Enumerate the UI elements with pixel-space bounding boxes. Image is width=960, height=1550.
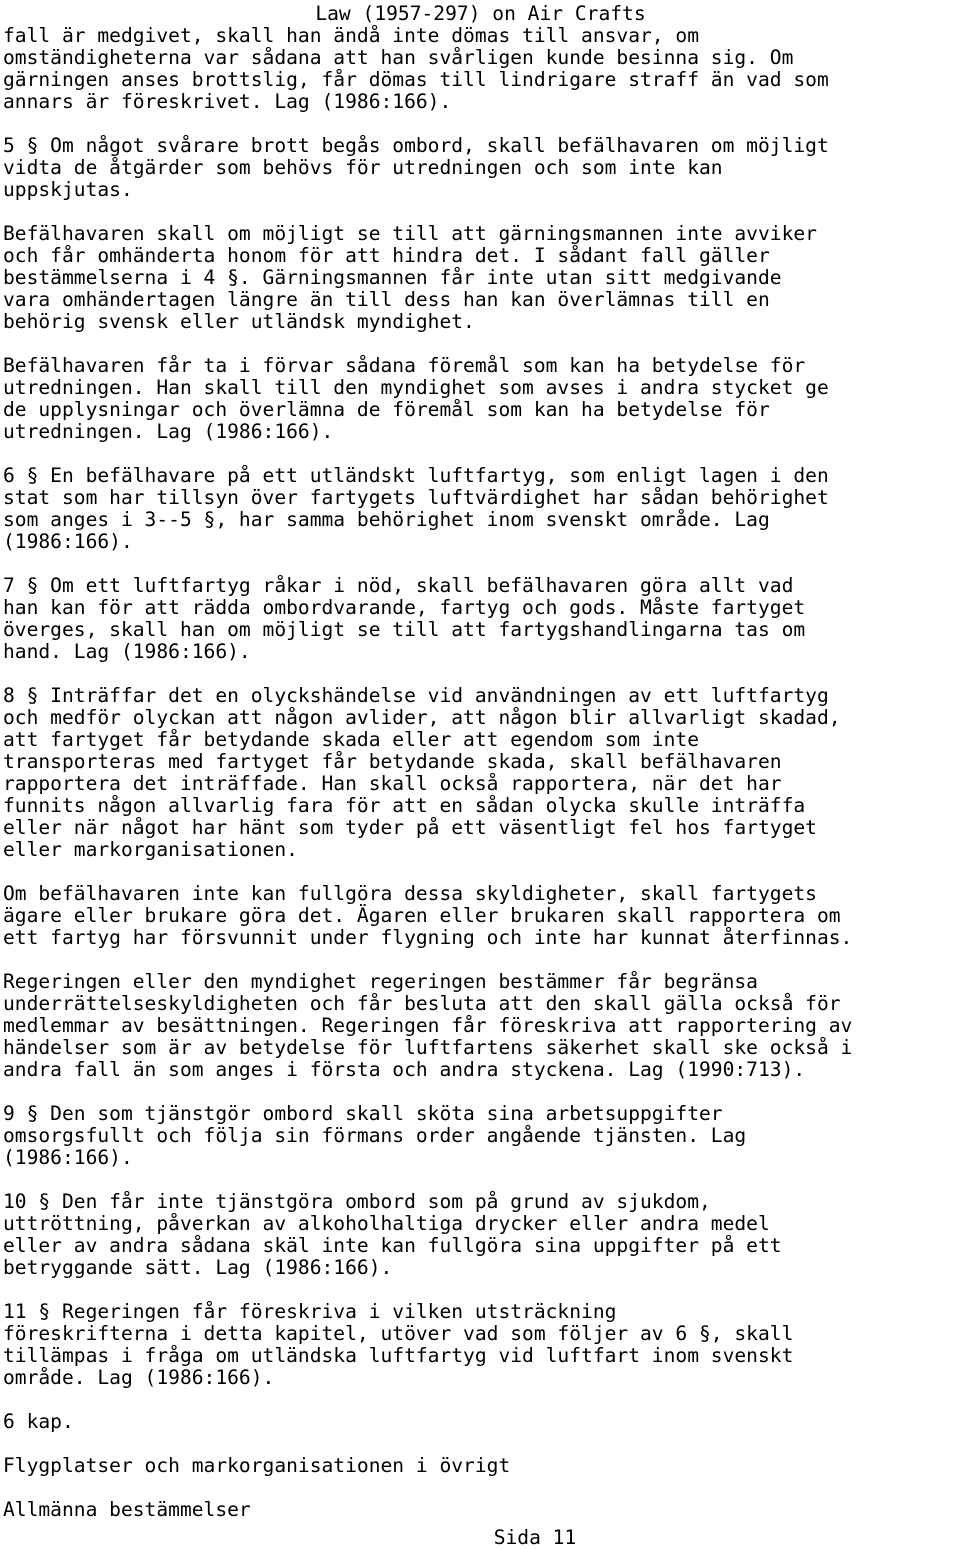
- text-line: transporteras med fartyget får betydande skada, skall befälhavaren: [3, 750, 782, 773]
- text-line: 5 § Om något svårare brott begås ombord, skall befälhavaren om möjligt: [3, 134, 829, 157]
- text-line: händelser som är av betydelse för luftfartens säkerhet skall ske också i: [3, 1036, 853, 1059]
- text-line: ägare eller brukare göra det. Ägaren eller brukaren skall rapportera om: [3, 904, 841, 927]
- text-line: annars är föreskrivet. Lag (1986:166).: [3, 90, 452, 113]
- document-page: [3, 3, 958, 1543]
- text-line: hand. Lag (1986:166).: [3, 640, 251, 663]
- text-line: 6 kap.: [3, 1410, 74, 1433]
- text-line: vara omhändertagen längre än till dess han kan överlämnas till en: [3, 288, 770, 311]
- paragraph: [3, 1301, 958, 1389]
- text-line: Befälhavaren får ta i förvar sådana föremål som kan ha betydelse för: [3, 354, 806, 377]
- text-line: område. Lag (1986:166).: [3, 1366, 275, 1389]
- text-line: 7 § Om ett luftfartyg råkar i nöd, skall befälhavaren göra allt vad: [3, 574, 794, 597]
- text-line: Allmänna bestämmelser: [3, 1498, 251, 1521]
- text-line: 10 § Den får inte tjänstgöra ombord som på grund av sjukdom,: [3, 1190, 711, 1213]
- text-line: vidta de åtgärder som behövs för utredningen och som inte kan: [3, 156, 723, 179]
- page-number: Sida 11: [493, 1526, 577, 1549]
- text-line: funnits någon allvarlig fara för att en sådan olycka skulle inträffa: [3, 794, 806, 817]
- text-line: eller markorganisationen.: [3, 838, 298, 861]
- text-line: och medför olyckan att någon avlider, att någon blir allvarligt skadad,: [3, 706, 841, 729]
- text-line: föreskrifterna i detta kapitel, utöver vad som följer av 6 §, skall: [3, 1322, 794, 1345]
- text-line: behörig svensk eller utländsk myndighet.: [3, 310, 475, 333]
- text-line: omsorgsfullt och följa sin förmans order angående tjänsten. Lag: [3, 1124, 747, 1147]
- text-line: Om befälhavaren inte kan fullgöra dessa skyldigheter, skall fartygets: [3, 882, 817, 905]
- text-line: överges, skall han om möjligt se till att fartygshandlingarna tas om: [3, 618, 806, 641]
- paragraph: [3, 25, 958, 113]
- text-line: som anges i 3--5 §, har samma behörighet inom svenskt område. Lag: [3, 508, 770, 531]
- text-line: han kan för att rädda ombordvarande, fartyg och gods. Måste fartyget: [3, 596, 806, 619]
- paragraph: [3, 465, 958, 553]
- text-line: (1986:166).: [3, 530, 133, 553]
- paragraph: [3, 135, 958, 201]
- text-line: uppskjutas.: [3, 178, 133, 201]
- text-line: betryggande sätt. Lag (1986:166).: [3, 1256, 393, 1279]
- paragraph: [3, 1455, 958, 1477]
- text-line: 11 § Regeringen får föreskriva i vilken utsträckning: [3, 1300, 617, 1323]
- text-line: fall är medgivet, skall han ändå inte dömas till ansvar, om: [3, 24, 699, 47]
- text-line: underrättelseskyldigheten och får besluta att den skall gälla också för: [3, 992, 841, 1015]
- text-line: Regeringen eller den myndighet regeringen bestämmer får begränsa: [3, 970, 758, 993]
- text-line: eller när något har hänt som tyder på ett väsentligt fel hos fartyget: [3, 816, 817, 839]
- text-line: medlemmar av besättningen. Regeringen får föreskriva att rapportering av: [3, 1014, 853, 1037]
- text-line: utredningen. Han skall till den myndighet som avses i andra stycket ge: [3, 376, 829, 399]
- paragraph: [3, 223, 958, 333]
- text-line: omständigheterna var sådana att han svårligen kunde besinna sig. Om: [3, 46, 794, 69]
- text-line: Flygplatser och markorganisationen i övrigt: [3, 1454, 511, 1477]
- paragraph: [3, 1103, 958, 1169]
- text-line: utredningen. Lag (1986:166).: [3, 420, 334, 443]
- text-line: 6 § En befälhavare på ett utländskt luftfartyg, som enligt lagen i den: [3, 464, 829, 487]
- paragraph: [3, 355, 958, 443]
- text-line: tillämpas i fråga om utländska luftfartyg vid luftfart inom svenskt: [3, 1344, 794, 1367]
- text-line: 8 § Inträffar det en olyckshändelse vid användningen av ett luftfartyg: [3, 684, 829, 707]
- text-line: de upplysningar och överlämna de föremål som kan ha betydelse för: [3, 398, 770, 421]
- paragraph: [3, 685, 958, 861]
- text-line: stat som har tillsyn över fartygets luftvärdighet har sådan behörighet: [3, 486, 829, 509]
- paragraph: [3, 575, 958, 663]
- paragraph: [3, 1499, 958, 1521]
- paragraph: [3, 1411, 958, 1433]
- text-line: att fartyget får betydande skada eller att egendom som inte: [3, 728, 699, 751]
- text-line: eller av andra sådana skäl inte kan fullgöra sina uppgifter på ett: [3, 1234, 782, 1257]
- text-line: uttröttning, påverkan av alkoholhaltiga drycker eller andra medel: [3, 1212, 770, 1235]
- text-line: rapportera det inträffade. Han skall också rapportera, när det har: [3, 772, 782, 795]
- document-body: [3, 25, 958, 1521]
- text-line: (1986:166).: [3, 1146, 133, 1169]
- text-line: Befälhavaren skall om möjligt se till att gärningsmannen inte avviker: [3, 222, 817, 245]
- text-line: ett fartyg har försvunnit under flygning och inte har kunnat återfinnas.: [3, 926, 853, 949]
- text-line: och får omhänderta honom för att hindra det. I sådant fall gäller: [3, 244, 770, 267]
- document-header: Law (1957-297) on Air Crafts: [315, 2, 646, 25]
- text-line: gärningen anses brottslig, får dömas till lindrigare straff än vad som: [3, 68, 829, 91]
- paragraph: [3, 971, 958, 1081]
- text-line: andra fall än som anges i första och andra styckena. Lag (1990:713).: [3, 1058, 806, 1081]
- text-line: bestämmelserna i 4 §. Gärningsmannen får inte utan sitt medgivande: [3, 266, 782, 289]
- paragraph: [3, 883, 958, 949]
- text-line: 9 § Den som tjänstgör ombord skall sköta sina arbetsuppgifter: [3, 1102, 723, 1125]
- paragraph: [3, 1191, 958, 1279]
